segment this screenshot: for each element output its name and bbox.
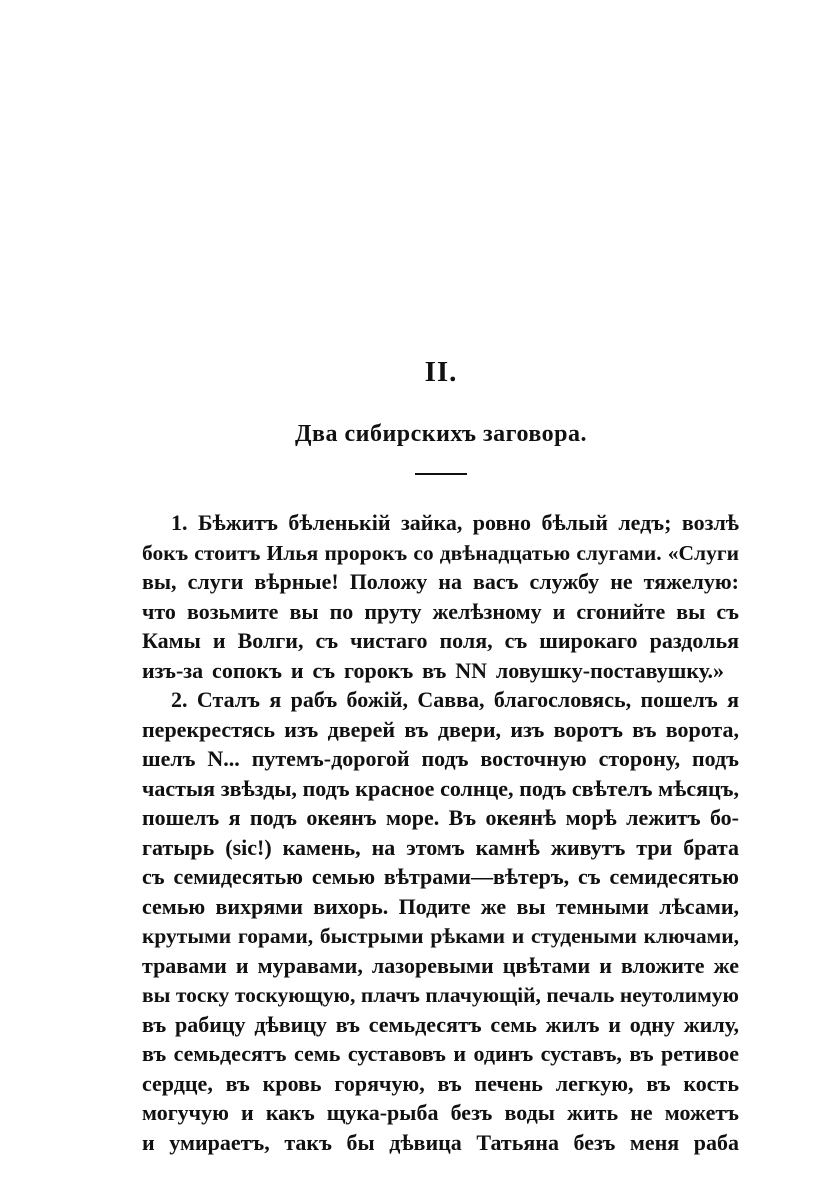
text-line: травами и муравами, лазоревыми цвѣтами и вложите же	[142, 953, 739, 978]
text-line: гатырь (sic!) камень, на этомъ камнѣ живутъ три брата	[142, 835, 739, 860]
text-line: семью вихрями вихорь. Подите же вы темными лѣсами,	[142, 894, 739, 919]
chapter-number: II.	[424, 356, 458, 388]
text-line: и умираетъ, такъ бы дѣвица Татьяна безъ меня раба	[142, 1130, 739, 1155]
text-line: съ семидесятью семью вѣтрами—вѣтеръ, съ семидесятью	[142, 864, 739, 889]
text-line: 1. Бѣжитъ бѣленькій зайка, ровно бѣлый ледъ; возлѣ	[171, 510, 739, 535]
text-line: вы, слуги вѣрные! Положу на васъ службу не тяжелую:	[142, 569, 739, 594]
text-line: пошелъ я подъ океянъ море. Въ океянѣ морѣ лежитъ бо-	[142, 805, 739, 830]
text-line: сердце, въ кровь горячую, въ печень легкую, въ кость	[142, 1071, 739, 1096]
text-line: бокъ стоитъ Илья пророкъ со двѣнадцатью слугами. «Слуги	[142, 541, 739, 565]
title-separator	[415, 473, 467, 475]
text-line: Камы и Волги, съ чистаго поля, съ широкаго раздолья	[142, 628, 739, 653]
text-line: 2. Сталъ я рабъ божій, Савва, благословясь, пошелъ я	[171, 687, 739, 712]
text-line: могучую и какъ щука-рыба безъ воды жить не можетъ	[142, 1100, 739, 1125]
text-line: что возьмите вы по пруту желѣзному и сгонийте вы съ	[142, 599, 739, 624]
text-line: шелъ N... путемъ-дорогой подъ восточную сторону, подъ	[142, 746, 739, 771]
text-line: въ рабицу дѣвицу въ семьдесятъ семь жилъ и одну жилу,	[142, 1012, 739, 1037]
text-line: изъ-за сопокъ и съ горокъ въ NN ловушку-поставушку.»	[142, 658, 724, 683]
text-line: перекрестясь изъ дверей въ двери, изъ воротъ въ ворота,	[142, 717, 739, 742]
text-line: въ семьдесятъ семь суставовъ и одинъ суставъ, въ ретивое	[142, 1041, 739, 1066]
text-line: вы тоску тоскующую, плачъ плачующій, печаль неутолимую	[142, 983, 739, 1007]
text-line: частыя звѣзды, подъ красное солнце, подъ свѣтелъ мѣсяцъ,	[142, 776, 739, 801]
chapter-title: Два сибирскихъ заговора.	[294, 421, 587, 447]
text-line: крутыми горами, быстрыми рѣками и студеными ключами,	[142, 924, 739, 948]
